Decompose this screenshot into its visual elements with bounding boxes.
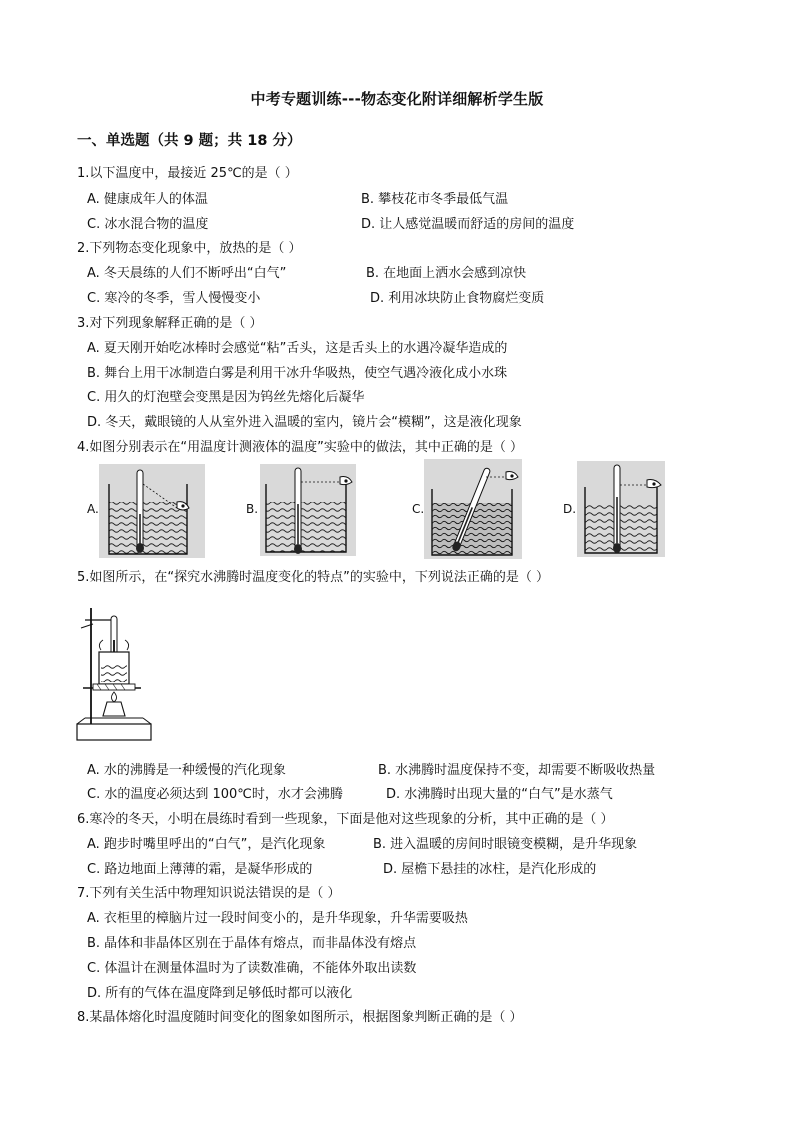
thermometer-figure-c: [424, 459, 522, 559]
question-stem: 1.以下温度中，最接近 25℃的是（ ）: [77, 166, 298, 181]
answer-option[interactable]: A. 衣柜里的樟脑片过一段时间变小的，是升华现象，升华需要吸热: [87, 911, 468, 926]
figure-label[interactable]: D.: [563, 502, 577, 516]
answer-option[interactable]: B. 晶体和非晶体区别在于晶体有熔点，而非晶体没有熔点: [87, 936, 417, 951]
thermometer-figure-a: [99, 464, 205, 558]
answer-option[interactable]: B. 水沸腾时温度保持不变，却需要不断吸收热量: [378, 763, 656, 778]
answer-option[interactable]: B. 舞台上用干冰制造白雾是利用干冰升华吸热，使空气遇冷液化成小水珠: [87, 366, 508, 381]
answer-option[interactable]: A. 跑步时嘴里呼出的“白气”，是汽化现象: [87, 837, 326, 852]
question-stem: 5.如图所示，在“探究水沸腾时温度变化的特点”的实验中，下列说法正确的是（ ）: [77, 570, 550, 585]
question-stem: 4.如图分别表示在“用温度计测液体的温度”实验中的做法，其中正确的是（ ）: [77, 440, 524, 455]
answer-option[interactable]: D. 所有的气体在温度降到足够低时都可以液化: [87, 986, 353, 1001]
answer-option[interactable]: C. 寒冷的冬季，雪人慢慢变小: [87, 291, 261, 306]
question-stem: 2.下列物态变化现象中，放热的是（ ）: [77, 241, 302, 256]
thermometer-figure-d: [577, 461, 665, 557]
answer-option[interactable]: D. 冬天，戴眼镜的人从室外进入温暖的室内，镜片会“模糊”，这是液化现象: [87, 415, 522, 430]
question-stem: 7.下列有关生活中物理知识说法错误的是（ ）: [77, 886, 341, 901]
answer-option[interactable]: A. 夏天刚开始吃冰棒时会感觉“粘”舌头，这是舌头上的水遇冷凝华造成的: [87, 341, 508, 356]
answer-option[interactable]: D. 利用冰块防止食物腐烂变质: [370, 291, 545, 306]
section-heading: 一、单选题（共 9 题；共 18 分）: [77, 133, 302, 149]
question-stem: 6.寒冷的冬天，小明在晨练时看到一些现象，下面是他对这些现象的分析，其中正确的是（ ）: [77, 812, 614, 827]
answer-option[interactable]: D. 屋檐下悬挂的冰柱，是汽化形成的: [383, 862, 597, 877]
answer-option[interactable]: B. 进入温暖的房间时眼镜变模糊，是升华现象: [373, 837, 638, 852]
answer-option[interactable]: A. 水的沸腾是一种缓慢的汽化现象: [87, 763, 286, 778]
answer-option[interactable]: B. 在地面上洒水会感到凉快: [366, 266, 527, 281]
answer-option[interactable]: C. 水的温度必须达到 100℃时，水才会沸腾: [87, 787, 343, 802]
question-stem: 3.对下列现象解释正确的是（ ）: [77, 316, 263, 331]
answer-option[interactable]: C. 冰水混合物的温度: [87, 217, 209, 232]
answer-option[interactable]: B. 攀枝花市冬季最低气温: [361, 192, 509, 207]
answer-option[interactable]: C. 体温计在测量体温时为了读数准确，不能体外取出读数: [87, 961, 417, 976]
figure-label[interactable]: B.: [246, 502, 259, 516]
thermometer-figure-b: [260, 464, 356, 556]
answer-option[interactable]: C. 路边地面上薄薄的霜，是凝华形成的: [87, 862, 313, 877]
answer-option[interactable]: A. 冬天晨练的人们不断呼出“白气”: [87, 266, 287, 281]
answer-option[interactable]: D. 水沸腾时出现大量的“白气”是水蒸气: [386, 787, 613, 802]
boiling-apparatus-figure: [75, 600, 155, 746]
figure-label[interactable]: C.: [412, 502, 425, 516]
answer-option[interactable]: C. 用久的灯泡壁会变黑是因为钨丝先熔化后凝华: [87, 390, 365, 405]
page-title: 中考专题训练---物态变化附详细解析学生版: [250, 90, 544, 108]
answer-option[interactable]: A. 健康成年人的体温: [87, 192, 208, 207]
answer-option[interactable]: D. 让人感觉温暖而舒适的房间的温度: [361, 217, 575, 232]
figure-label[interactable]: A.: [87, 502, 99, 516]
question-stem: 8.某晶体熔化时温度随时间变化的图象如图所示，根据图象判断正确的是（ ）: [77, 1010, 523, 1025]
